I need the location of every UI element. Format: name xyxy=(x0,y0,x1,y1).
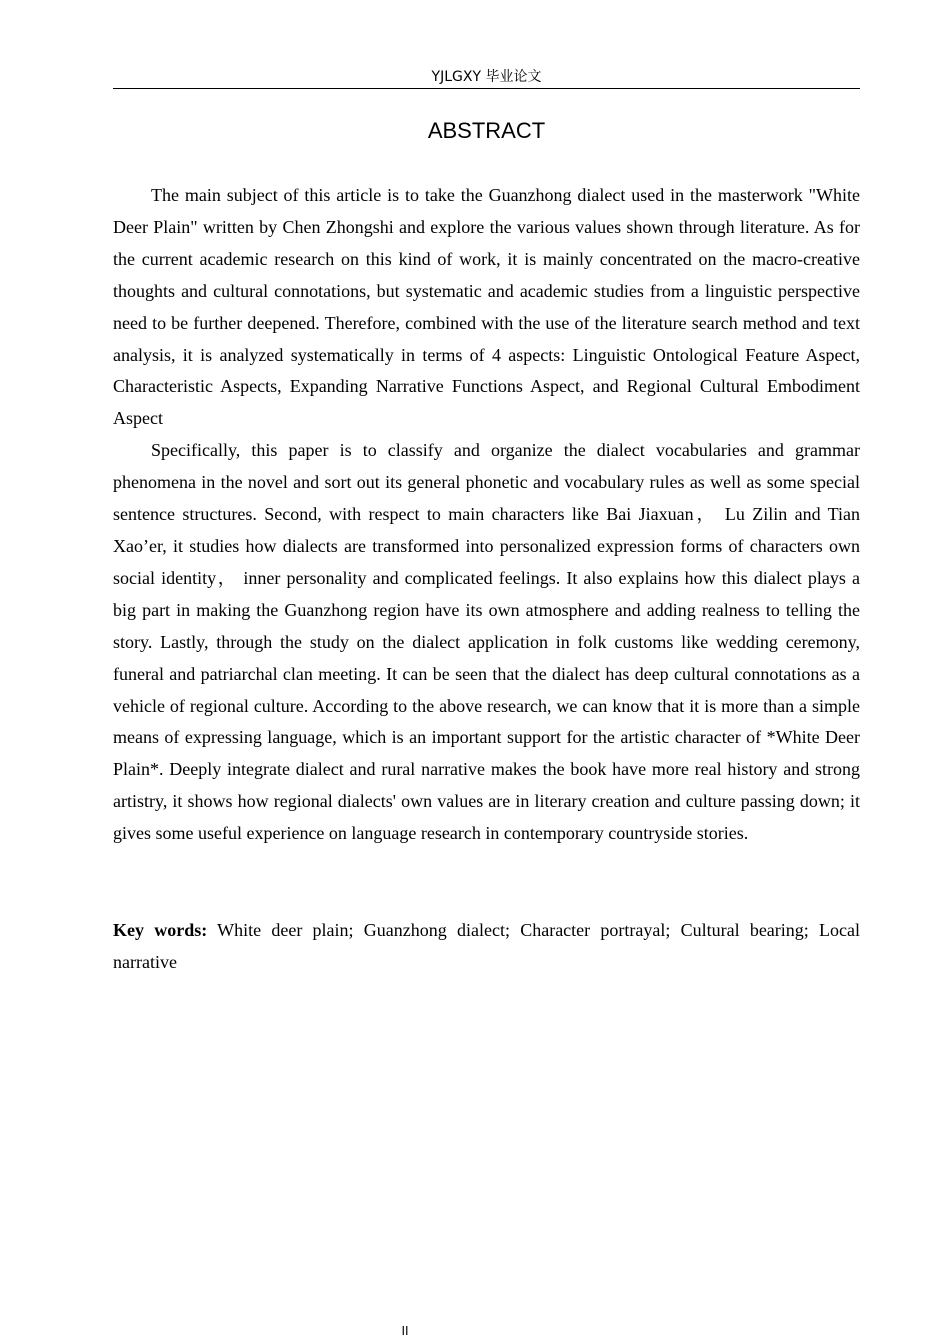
abstract-body xyxy=(113,180,860,850)
header-text: YJLGXY 毕业论文 xyxy=(431,69,542,85)
abstract-paragraph-1: The main subject of this article is to take the Guanzhong dialect used in the masterwork "White Deer Plain" written by Chen Zhongshi and explore the various values shown through literature. As for the current academic research on this kind of work, it is mainly concentrated on the macro-creative thoughts and cultural connotations, but systematic and academic studies from a linguistic perspective need to be further deepened. Therefore, combined with the use of the literature search method and text analysis, it is analyzed systematically in terms of 4 aspects: Linguistic Ontological Feature Aspect, Characteristic Aspects, Expanding Narrative Functions Aspect, and Regional Cultural Embodiment Aspect xyxy=(113,185,860,429)
keywords-text: White deer plain; Guanzhong dialect; Character portrayal; Cultural bearing; Local narrative xyxy=(113,920,860,972)
abstract-title: ABSTRACT xyxy=(427,118,546,143)
page-header xyxy=(113,66,860,89)
keywords-line xyxy=(113,915,860,979)
abstract-paragraph-2: Specifically, this paper is to classify and organize the dialect vocabularies and grammar phenomena in the novel and sort out its general phonetic and vocabulary rules as well as some special sentence structures. Second, with respect to main characters like Bai Jiaxuan， Lu Zilin and Tian Xao’er, it studies how dialects are transformed into personalized expression forms of characters own social identity， inner personality and complicated feelings. It also explains how this dialect plays a big part in making the Guanzhong region have its own atmosphere and adding realness to telling the story. Lastly, through the study on the dialect application in folk customs like wedding ceremony, funeral and patriarchal clan meeting. It can be seen that the dialect has deep cultural connotations as a vehicle of regional culture. According to the above research, we can know that it is more than a simple means of expressing language, which is an important support for the artistic character of *White Deer Plain*. Deeply integrate dialect and rural narrative makes the book have more real history and strong artistry, it shows how regional dialects' own values are in literary creation and culture passing down; it gives some useful experience on language research in contemporary countryside stories. xyxy=(113,440,860,844)
page-number: II xyxy=(401,1324,409,1338)
keywords-label: Key words: xyxy=(113,920,208,940)
